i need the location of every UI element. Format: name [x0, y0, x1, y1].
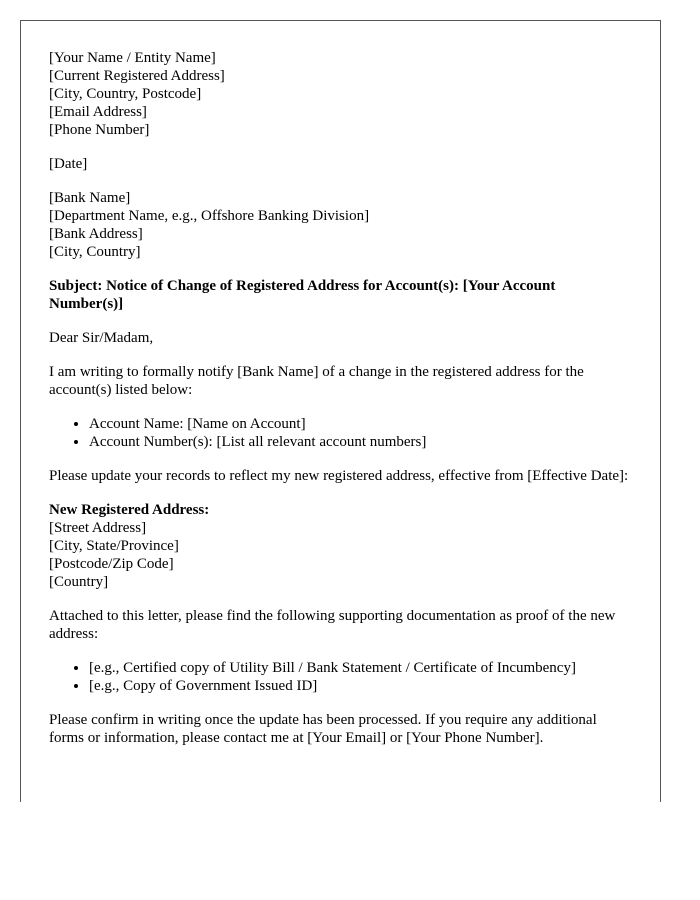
new-address-street: [Street Address]: [49, 520, 147, 536]
recipient-block: [49, 189, 629, 261]
sender-block: [49, 49, 629, 139]
letter-subject: Subject: Notice of Change of Registered Address for Account(s): [Your Account Number(s)]: [49, 278, 556, 312]
list-item: • [e.g., Certified copy of Utility Bill / Bank Statement / Certificate of Incumbency]: [89, 659, 629, 677]
new-address-country: [Country]: [49, 574, 109, 590]
new-address-postcode: [Postcode/Zip Code]: [49, 556, 174, 572]
sender-city: [City, Country, Postcode]: [49, 86, 202, 102]
sender-name: [Your Name / Entity Name]: [49, 50, 216, 66]
intro-paragraph: I am writing to formally notify [Bank Name] of a change in the registered address for the account(s) listed below:: [49, 364, 584, 398]
new-address-heading: New Registered Address:: [49, 502, 210, 518]
accounts-list: [49, 415, 629, 451]
attachments-intro-paragraph: Attached to this letter, please find the following supporting documentation as proof of the new address:: [49, 608, 616, 642]
sender-email: [Email Address]: [49, 104, 147, 120]
closing-paragraph: Please confirm in writing once the update has been processed. If you require any additional forms or information, please contact me at [Your Email] or [Your Phone Number].: [49, 712, 597, 746]
salutation: Dear Sir/Madam,: [49, 330, 154, 346]
update-request-paragraph: Please update your records to reflect my new registered address, effective from [Effective Date]:: [49, 468, 629, 484]
recipient-bank: [Bank Name]: [49, 190, 131, 206]
list-item: • Account Name: [Name on Account]: [89, 415, 629, 433]
sender-address: [Current Registered Address]: [49, 68, 225, 84]
new-address-city: [City, State/Province]: [49, 538, 179, 554]
letter-date: [Date]: [49, 156, 88, 172]
list-item: • [e.g., Copy of Government Issued ID]: [89, 677, 629, 695]
recipient-department: [Department Name, e.g., Offshore Banking Division]: [49, 208, 370, 224]
letter-page: [20, 20, 661, 802]
recipient-city: [City, Country]: [49, 244, 141, 260]
list-item: • Account Number(s): [List all relevant account numbers]: [89, 433, 629, 451]
attachments-list: [49, 659, 629, 695]
sender-phone: [Phone Number]: [49, 122, 150, 138]
letter-content: [49, 49, 629, 763]
new-address-block: [49, 501, 629, 591]
date-block: [49, 155, 629, 173]
recipient-address: [Bank Address]: [49, 226, 143, 242]
